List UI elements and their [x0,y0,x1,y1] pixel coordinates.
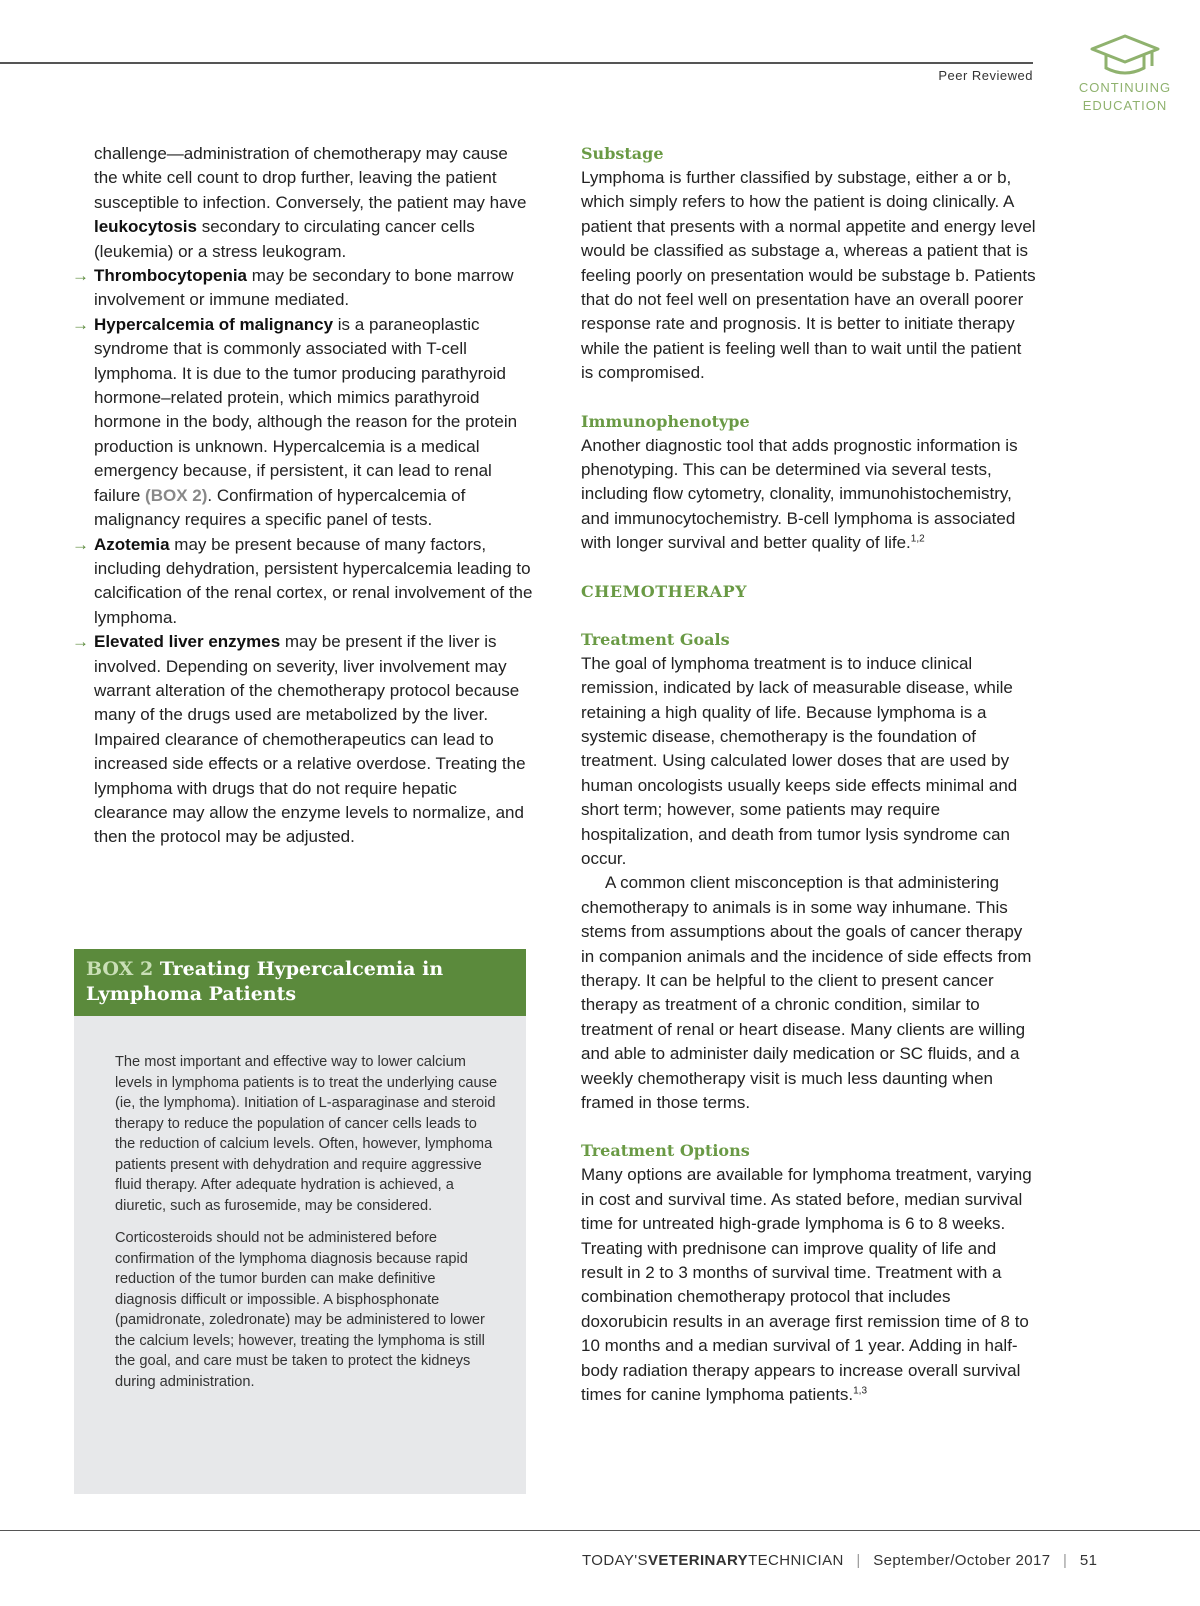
box-2-title: Treating Hypercalcemia in Lymphoma Patients [86,958,444,1005]
citation-1-2: 1,2 [910,533,925,545]
heading-substage: Substage [581,144,664,163]
bullet-hypercalcemia: → Hypercalcemia of malignancy is a paraneoplastic syndrome that is commonly associated with T-cell lymphoma. It is due to the tumor producing parathyroid hormone–related protein, which mimics parathyroid hormone in the body, although the reason for the protein production is unknown. Hypercalcemia is a medical emergency because, if persistent, it can lead to renal failure (BOX 2). Confirmation of hypercalcemia of malignancy requires a specific panel of tests. [72,314,518,530]
box-2-sidebar [74,949,526,1494]
citation-1-3: 1,3 [853,1385,868,1397]
arrow-icon: → [72,266,89,286]
box-2-paragraph-2: Corticosteroids should not be administered before confirmation of the lymphoma diagnosis because rapid reduction of the tumor burden can make definitive diagnosis difficult or impossible. A bisphosphonate (pamidronate, zoledronate) may be administered to lower the calcium levels; however, treating the lymphoma is still the goal, and care must be taken to protect the kidneys during administration. [115,1230,485,1390]
brand-technician: TECHNICIAN [748,1552,844,1569]
left-column [72,142,534,850]
issue-date: September/October 2017 [873,1552,1051,1569]
footer-rule [0,1530,1200,1531]
paragraph-immunophenotype: Another diagnostic tool that adds prognostic information is phenotyping. This can be determined via several tests, including flow cytometry, clonality, immunohistochemistry, and immunocytochemistry. B-cell lymphoma is associated with longer survival and better quality of life.$^{1,2}$ [581,435,1018,553]
bullet-liver-enzymes: → Elevated liver enzymes may be present if the liver is involved. Depending on severity, liver involvement may warrant alteration of the chemotherapy protocol because many of the drugs used are metabolized by the liver. Impaired clearance of chemotherapeutics can lead to increased side effects or a relative overdose. Treating the lymphoma with drugs that do not require hepatic clearance may allow the enzyme levels to normalize, and then the protocol may be adjusted. [72,632,526,847]
heading-treatment-goals: Treatment Goals [581,629,730,649]
paragraph-goals-1: The goal of lymphoma treatment is to induce clinical remission, indicated by lack of measurable disease, while retaining a high quality of life. Because lymphoma is a systemic disease, chemotherapy is the foundation of treatment. Using calculated lower doses that are used by human oncologists usually keeps side effects minimal and short term; however, some patients may require hospitalization, and death from tumor lysis syndrome can occur. [581,653,1018,868]
heading-treatment-options: Treatment Options [581,1141,750,1161]
bullet-thrombocytopenia: → Thrombocytopenia may be secondary to bone marrow involvement or immune mediated. [72,266,514,310]
box-2-paragraph-1: The most important and effective way to lower calcium levels in lymphoma patients is to treat the underlying cause (ie, the lymphoma). Initiation of L-asparaginase and steroid therapy to reduce the population of cancer cells leads to the reduction of calcium levels. Often, however, lymphoma patients present with dehydration and require aggressive fluid therapy. After adequate hydration is achieved, a diuretic, such as furosemide, may be considered. [115,1054,498,1214]
badge-line-1: CONTINUING [1078,80,1172,95]
paragraph-treatment-options: Many options are available for lymphoma treatment, varying in cost and survival time. As stated before, median survival time for untreated high-grade lymphoma is 6 to 8 weeks. Treating with prednisone can improve quality of life and result in 2 to 3 months of survival time. Treatment with a combination chemotherapy protocol that includes doxorubicin results in an average first remission time of 8 to 10 months and a median survival of 1 year. Adding in half-body radiation therapy appears to increase overall survival times for canine lymphoma patients.$^{1,3}$ [581,1165,1032,1405]
box-2-body [74,1016,526,1392]
arrow-icon: → [72,632,89,652]
bullet-azotemia: → Azotemia may be present because of many factors, including dehydration, persistent hypercalcemia leading to calcification of the renal cortex, or renal involvement of the lymphoma. [72,534,533,627]
badge-line-2: EDUCATION [1082,98,1168,113]
right-column [581,142,1036,1407]
brand-todays: TODAY'S [582,1552,648,1569]
continuing-education-badge [1060,34,1190,114]
term-leukocytosis: leukocytosis [94,217,197,237]
peer-reviewed-label: Peer Reviewed [938,68,1033,83]
graduation-cap-icon [1090,34,1160,78]
page-number: 51 [1079,1552,1098,1569]
page-footer: TODAY'SVETERINARYTECHNICIAN | September/October 2017 | 51 [582,1552,1098,1569]
heading-chemotherapy: CHEMOTHERAPY [581,581,748,601]
arrow-icon: → [72,534,89,554]
header-rule [0,62,1033,64]
paragraph-substage: Lymphoma is further classified by substage, either a or b, which simply refers to how the patient is doing clinically. A patient that presents with a normal appetite and energy level would be classified as substage a, whereas a patient that is feeling poorly on presentation would be substage b. Patients that do not feel well on presentation have an overall poorer response rate and prognosis. It is better to initiate therapy while the patient is feeling well than to wait until the patient is compromised. [581,168,1036,383]
box-2-reference: (BOX 2) [145,485,208,505]
box-2-label: BOX 2 [86,958,154,980]
arrow-icon: → [72,314,89,334]
intro-paragraph: challenge—administration of chemotherapy may cause the white cell count to drop further, leaving the patient susceptible to infection. Conversely, the patient may have leukocytosis secondary to circulating cancer cells (leukemia) or a stress leukogram. [94,144,527,261]
paragraph-goals-2: A common client misconception is that administering chemotherapy to animals is in some way inhumane. This stems from assumptions about the goals of cancer therapy in companion animals and the incidence of side effects from therapy. It can be helpful to the client to present cancer therapy as treatment of a chronic condition, similar to treatment of renal or heart disease. Many clients are willing and able to administer daily medication or SC fluids, and a weekly chemotherapy visit is much less daunting when framed in those terms. [581,873,1032,1112]
box-2-header [74,949,526,1016]
brand-veterinary: VETERINARY [647,1552,749,1569]
heading-immunophenotype: Immunophenotype [581,411,750,431]
